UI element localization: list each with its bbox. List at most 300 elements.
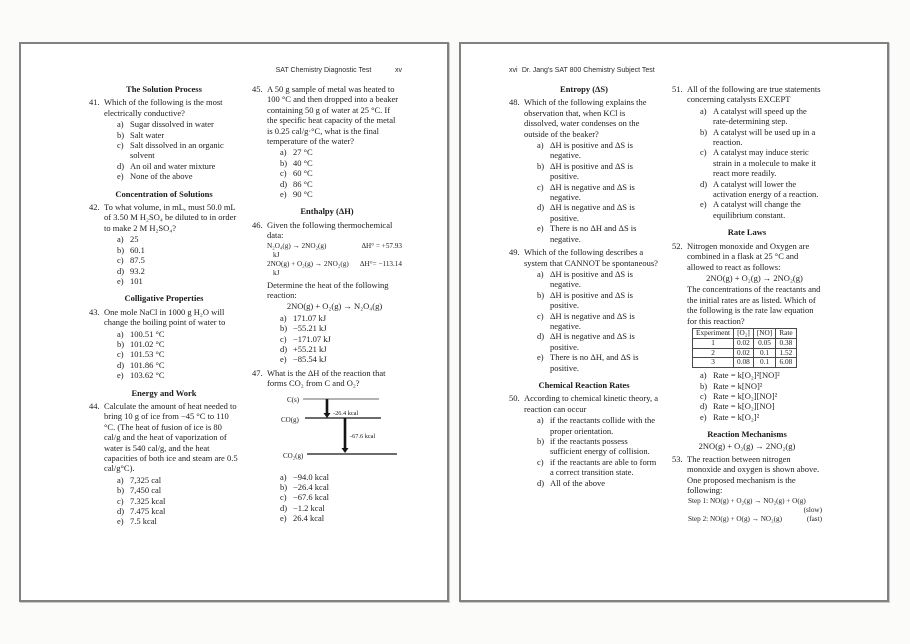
question-body xyxy=(267,220,402,365)
chemical-equation: 2NO(g) + O₂(g) → N₂O₄(g) xyxy=(286,301,383,312)
question-number: 43. xyxy=(89,306,100,317)
option-text: There is no ΔH, and ΔS is positive. xyxy=(550,352,639,373)
option-text: Sugar dissolved in water xyxy=(130,119,214,130)
answer-option-row xyxy=(537,140,659,161)
option-text: 7,450 cal xyxy=(130,485,162,496)
option-letter: d) xyxy=(537,331,545,342)
answer-option-row xyxy=(117,496,239,506)
column-1 xyxy=(89,84,239,527)
option-letter: b) xyxy=(537,289,545,300)
option-text: Rate = k[O₂][NO] xyxy=(713,401,775,412)
option-letter: a) xyxy=(280,147,287,158)
question-number: 46. xyxy=(252,219,263,230)
answer-options xyxy=(524,269,659,373)
answer-option-row xyxy=(117,516,239,526)
option-text: 7.475 kcal xyxy=(130,506,166,517)
diagram-label-reactant: C(s) xyxy=(287,395,300,404)
option-text: ΔH is negative and ΔS is positive. xyxy=(550,202,635,223)
header-spacer xyxy=(89,66,239,75)
option-letter: d) xyxy=(537,202,545,213)
question-block xyxy=(509,247,659,373)
table-cell: 0.08 xyxy=(734,358,754,368)
data-line xyxy=(688,515,822,524)
question-block xyxy=(89,401,239,527)
option-text: ΔH is negative and ΔS is positive. xyxy=(550,331,635,352)
option-letter: b) xyxy=(117,129,125,140)
option-letter: a) xyxy=(117,119,124,130)
option-letter: e) xyxy=(537,223,544,234)
table-cell: 0.1 xyxy=(753,348,775,358)
equation-text: Step 1: NO(g) + O₂(g) → NO₂(g) + O(g) xyxy=(688,496,806,505)
option-letter: b) xyxy=(280,323,288,334)
page-right xyxy=(459,42,889,602)
page-left xyxy=(19,42,449,602)
table-header-cell: [O₂] xyxy=(734,328,754,338)
question-block xyxy=(672,454,822,524)
diagram-arrow2-value: -67.6 kcal xyxy=(350,432,376,440)
option-letter: b) xyxy=(280,157,288,168)
section-heading: Colligative Properties xyxy=(124,293,204,304)
option-text: 101.02 °C xyxy=(130,338,165,349)
option-letter: e) xyxy=(117,370,124,381)
answer-option-row xyxy=(117,255,239,265)
table-cell: 0.38 xyxy=(776,338,796,348)
answer-options xyxy=(267,147,402,199)
option-letter: c) xyxy=(280,168,287,179)
option-letter: e) xyxy=(280,189,287,200)
option-letter: b) xyxy=(537,160,545,171)
rate-data-table xyxy=(692,328,797,368)
answer-option-row xyxy=(537,161,659,182)
option-letter: e) xyxy=(700,411,707,422)
question-body xyxy=(524,97,659,244)
option-text: if the reactants possess sufficient energy of collision. xyxy=(550,436,650,457)
answer-option-row xyxy=(117,119,239,129)
section-heading: Enthalpy (ΔH) xyxy=(300,206,354,217)
question-block xyxy=(672,241,822,422)
page-header-left xyxy=(21,66,447,75)
option-letter: c) xyxy=(700,147,707,158)
energy-level-diagram xyxy=(279,391,429,471)
option-text: 40 °C xyxy=(293,157,313,168)
question-number: 50. xyxy=(509,393,520,404)
question-block xyxy=(89,307,239,381)
answer-option-row xyxy=(280,354,402,364)
option-text: A catalyst will speed up the rate-determining step. xyxy=(713,105,807,127)
option-letter: c) xyxy=(280,333,287,344)
answer-option-row xyxy=(537,182,659,203)
question-text: Determine the heat of the following reaction: xyxy=(267,279,389,300)
answer-option-row xyxy=(700,179,822,200)
question-body xyxy=(687,454,822,524)
answer-options xyxy=(687,370,822,422)
table-cell: 0.02 xyxy=(734,338,754,348)
answer-option-row xyxy=(117,266,239,276)
table-cell: 0.05 xyxy=(753,338,775,348)
option-text: ΔH is positive and ΔS is positive. xyxy=(550,160,633,182)
answer-option-row xyxy=(700,401,822,411)
question-text: Nitrogen monoxide and Oxygen are combined in a flask at 25 °C and allowed to react as follows: xyxy=(687,240,810,272)
option-letter: e) xyxy=(117,275,124,286)
option-letter: a) xyxy=(700,370,707,381)
table-header-cell: Rate xyxy=(776,328,796,338)
option-letter: e) xyxy=(117,516,124,527)
data-line xyxy=(688,497,822,506)
section-heading: Reaction Mechanisms xyxy=(707,429,787,440)
option-letter: a) xyxy=(280,471,287,482)
option-text: 25 xyxy=(130,234,139,245)
diagram-label-product: CO₂(g) xyxy=(283,451,304,460)
answer-option-row xyxy=(537,352,659,373)
option-letter: b) xyxy=(700,126,708,137)
option-text: −67.6 kcal xyxy=(293,492,329,503)
answer-option-row xyxy=(117,506,239,516)
answer-option-row xyxy=(280,323,402,333)
question-text: A 50 g sample of metal was heated to 100 °C and then dropped into a beaker containing 50 g of water at 25 °C. If the specific heat capacity of the metal is 0.25 cal/g·°C, what is the final temperature of the water? xyxy=(267,84,399,147)
value-text: ΔH° = +57.93 xyxy=(361,241,402,250)
answer-option-row xyxy=(700,370,822,380)
question-text: The concentrations of the reactants and the initial rates are as listed. Which of the following is the rate law equation for this reaction? xyxy=(687,284,821,326)
option-letter: d) xyxy=(117,265,125,276)
question-text: One mole NaCl in 1000 g H₂O will change the boiling point of water to xyxy=(104,306,226,328)
answer-option-row xyxy=(280,313,402,323)
option-letter: e) xyxy=(537,352,544,363)
option-letter: d) xyxy=(280,178,288,189)
question-text: The reaction between nitrogen monoxide and oxygen is shown above. One proposed mechanism is the following: xyxy=(687,453,820,496)
question-number: 49. xyxy=(509,247,520,258)
running-title: Dr. Jang's SAT 800 Chemistry Subject Test xyxy=(521,67,655,74)
page-columns xyxy=(461,84,887,524)
option-letter: d) xyxy=(700,401,708,412)
option-letter: c) xyxy=(280,492,287,503)
table-header-row xyxy=(693,328,797,338)
option-letter: b) xyxy=(117,244,125,255)
answer-option-row xyxy=(280,344,402,354)
question-block xyxy=(252,220,402,365)
question-text: All of the following are true statements concerning catalysts EXCEPT xyxy=(687,84,821,105)
question-body xyxy=(687,241,822,422)
option-text: ΔH is positive and ΔS is negative. xyxy=(550,268,633,290)
option-text: A catalyst will lower the activation energy of a reaction. xyxy=(713,178,819,200)
answer-option-row xyxy=(117,360,239,370)
answer-option-row xyxy=(537,436,659,457)
value-text: (fast) xyxy=(806,515,822,523)
option-text: 27 °C xyxy=(293,147,313,158)
option-text: 171.07 kJ xyxy=(293,312,327,323)
option-letter: d) xyxy=(117,160,125,171)
question-body xyxy=(524,247,659,373)
option-letter: a) xyxy=(537,268,544,279)
answer-options xyxy=(267,472,402,524)
column-2 xyxy=(252,84,402,524)
answer-option-row xyxy=(280,168,402,178)
option-text: ΔH is positive and ΔS is negative. xyxy=(550,140,633,161)
question-body xyxy=(104,401,239,527)
answer-option-row xyxy=(537,269,659,290)
option-letter: a) xyxy=(537,415,544,426)
question-body xyxy=(524,393,659,488)
option-text: 7.325 kcal xyxy=(130,495,166,506)
answer-option-row xyxy=(280,513,402,523)
option-text: −1.2 kcal xyxy=(293,502,325,513)
question-block xyxy=(672,84,822,220)
option-text: An oil and water mixture xyxy=(130,160,216,171)
option-text: Rate = k[O₂]² xyxy=(713,411,760,422)
answer-option-row xyxy=(280,503,402,513)
chemical-equation: 2NO(g) + O₂(g) → 2NO₂(g) xyxy=(698,440,796,451)
option-text: 101.86 °C xyxy=(130,359,165,370)
option-text: A catalyst will change the equilibrium constant. xyxy=(713,199,801,220)
option-text: −171.07 kJ xyxy=(293,333,331,344)
answer-options xyxy=(104,329,239,381)
thermochemical-data xyxy=(267,242,402,279)
option-text: A catalyst may induce steric strain in a molecule to make it react more readily. xyxy=(713,147,816,179)
option-letter: b) xyxy=(117,485,125,496)
option-text: Rate = k[O₂][NO]² xyxy=(713,390,778,401)
equation-text: Step 2: NO(g) + O(g) → NO₂(g) xyxy=(688,515,782,523)
option-text: ΔH is positive and ΔS is positive. xyxy=(550,289,633,311)
question-block xyxy=(509,393,659,488)
answer-options xyxy=(104,475,239,527)
question-number: 51. xyxy=(672,84,683,94)
option-text: None of the above xyxy=(130,171,193,182)
data-line xyxy=(688,506,822,515)
option-letter: c) xyxy=(537,181,544,192)
question-number: 53. xyxy=(672,453,683,464)
answer-option-row xyxy=(537,290,659,311)
answer-option-row xyxy=(117,234,239,244)
answer-option-row xyxy=(117,339,239,349)
table-cell: 3 xyxy=(693,358,734,368)
answer-option-row xyxy=(117,171,239,181)
option-text: All of the above xyxy=(550,477,605,488)
option-text: −85.54 kJ xyxy=(293,354,327,365)
option-text: 101.53 °C xyxy=(130,349,165,360)
question-body xyxy=(267,368,402,524)
question-number: 52. xyxy=(672,240,683,251)
answer-options xyxy=(524,140,659,244)
table-cell: 2 xyxy=(693,348,734,358)
answer-option-row xyxy=(117,370,239,380)
question-body xyxy=(687,84,822,220)
question-text: Which of the following explains the observation that, when KCl is dissolved, water condenses on the outside of the beaker? xyxy=(524,97,647,139)
answer-option-row xyxy=(117,130,239,140)
option-text: if the reactants collide with the proper orientation. xyxy=(550,415,656,436)
answer-options xyxy=(687,106,822,220)
section-heading: Chemical Reaction Rates xyxy=(538,379,630,390)
answer-option-row xyxy=(537,457,659,478)
value-text: (slow) xyxy=(803,505,822,514)
page-number: xv xyxy=(395,67,402,74)
option-text: There is no ΔH and ΔS is negative. xyxy=(550,223,637,244)
option-letter: b) xyxy=(280,481,288,492)
answer-option-row xyxy=(117,349,239,359)
section-heading: Rate Laws xyxy=(727,227,767,238)
option-text: ΔH is negative and ΔS is negative. xyxy=(550,181,635,203)
answer-option-row xyxy=(280,482,402,492)
data-line xyxy=(267,260,402,269)
option-letter: e) xyxy=(280,354,287,365)
page-header-right xyxy=(461,66,887,75)
question-body xyxy=(267,84,402,199)
option-text: −55.21 kJ xyxy=(293,323,327,334)
answer-option-row xyxy=(117,245,239,255)
question-body xyxy=(104,202,239,286)
question-block xyxy=(89,202,239,286)
answer-option-row xyxy=(537,478,659,488)
option-text: 26.4 kcal xyxy=(293,513,325,524)
option-text: −26.4 kcal xyxy=(293,481,329,492)
chemical-equation: 2NO(g) + O₂(g) → 2NO₂(g) xyxy=(706,272,803,283)
option-letter: a) xyxy=(117,328,124,339)
option-text: 60 °C xyxy=(293,168,313,179)
table-cell: 6.08 xyxy=(776,358,796,368)
equation-text: N₂O₄(g) → 2NO₂(g) xyxy=(267,241,327,250)
question-number: 42. xyxy=(89,202,100,213)
question-text: What is the ΔH of the reaction that forms CO₂ from C and O₂? xyxy=(267,367,386,389)
option-text: −94.0 kcal xyxy=(293,471,329,482)
data-line xyxy=(267,269,402,278)
table-header-cell: Experiment xyxy=(693,328,734,338)
option-letter: c) xyxy=(117,140,124,151)
option-text: Salt dissolved in an organic solvent xyxy=(130,140,224,161)
column-2 xyxy=(672,84,822,524)
option-letter: c) xyxy=(117,255,124,266)
option-text: Rate = k[O₂]²[NO]² xyxy=(713,370,780,381)
option-text: 100.51 °C xyxy=(130,328,165,339)
answer-option-row xyxy=(117,475,239,485)
option-letter: a) xyxy=(117,234,124,245)
answer-options xyxy=(104,119,239,181)
option-letter: c) xyxy=(537,456,544,467)
value-text: ΔH°= −113.14 xyxy=(359,260,402,269)
option-letter: e) xyxy=(280,513,287,524)
equation-text: 2NO(g) + O₂(g) → 2NO₂(g) xyxy=(267,260,349,269)
header-cell xyxy=(509,66,659,75)
answer-option-row xyxy=(700,381,822,391)
option-letter: d) xyxy=(537,477,545,488)
option-text: ΔH is negative and ΔS is negative. xyxy=(550,310,635,331)
answer-option-row xyxy=(700,127,822,148)
question-text: To what volume, in mL, must 50.0 mL of 3.50 M H₂SO₄ be diluted to in order to make 2 M H₂SO₄? xyxy=(104,202,237,233)
question-number: 45. xyxy=(252,84,263,94)
answer-option-row xyxy=(700,391,822,401)
data-line xyxy=(267,251,402,260)
answer-option-row xyxy=(280,158,402,168)
answer-option-row xyxy=(280,334,402,344)
option-text: 7,325 cal xyxy=(130,474,162,485)
answer-option-row xyxy=(280,492,402,502)
question-body xyxy=(104,97,239,181)
option-text: 90 °C xyxy=(293,189,313,200)
section-heading: Energy and Work xyxy=(131,387,197,398)
option-text: 101 xyxy=(130,275,143,286)
option-letter: c) xyxy=(117,349,124,360)
option-letter: c) xyxy=(537,310,544,321)
option-text: 86 °C xyxy=(293,178,313,189)
answer-option-row xyxy=(700,106,822,127)
option-letter: d) xyxy=(117,506,125,517)
question-text: Given the following thermochemical data: xyxy=(267,219,393,241)
page-columns xyxy=(21,84,447,527)
question-block xyxy=(252,84,402,199)
equation-text: kJ xyxy=(273,269,280,278)
question-number: 47. xyxy=(252,367,263,378)
option-text: 103.62 °C xyxy=(130,370,165,381)
option-letter: b) xyxy=(537,436,545,446)
question-block xyxy=(89,97,239,181)
table-header-cell: [NO] xyxy=(753,328,775,338)
diagram-label-intermediate: CO(g) xyxy=(281,415,299,424)
answer-option-row xyxy=(280,189,402,199)
option-text: +55.21 kJ xyxy=(293,343,327,354)
answer-option-row xyxy=(700,412,822,422)
option-text: 93.2 xyxy=(130,265,145,276)
answer-option-row xyxy=(537,311,659,332)
table-cell: 1.52 xyxy=(776,348,796,358)
option-letter: a) xyxy=(700,105,707,116)
answer-option-row xyxy=(537,331,659,352)
table-cell: 1 xyxy=(693,338,734,348)
option-letter: a) xyxy=(280,312,287,323)
option-letter: a) xyxy=(537,140,544,151)
question-block xyxy=(252,368,402,524)
option-text: 7.5 kcal xyxy=(130,516,157,527)
question-text: Which of the following is the most electrically conductive? xyxy=(104,97,223,118)
equation-text: kJ xyxy=(273,250,280,259)
answer-option-row xyxy=(117,329,239,339)
question-block xyxy=(509,97,659,244)
answer-option-row xyxy=(280,147,402,157)
answer-option-row xyxy=(280,472,402,482)
option-text: Rate = k[NO]² xyxy=(713,380,763,391)
table-cell: 0.02 xyxy=(734,348,754,358)
question-number: 48. xyxy=(509,97,520,108)
option-letter: e) xyxy=(700,199,707,210)
page-number: xvi xyxy=(509,67,518,74)
option-letter: d) xyxy=(280,343,288,354)
question-text: According to chemical kinetic theory, a reaction can occur xyxy=(524,393,658,414)
header-spacer xyxy=(672,66,822,75)
answer-options xyxy=(524,415,659,488)
answer-options xyxy=(267,313,402,365)
answer-option-row xyxy=(117,140,239,161)
section-heading: Entropy (ΔS) xyxy=(560,84,608,94)
diagram-arrow1-value: -26.4 kcal xyxy=(333,409,359,417)
option-letter: d) xyxy=(280,502,288,513)
option-letter: d) xyxy=(700,178,708,189)
table-cell: 0.1 xyxy=(753,358,775,368)
option-letter: d) xyxy=(117,359,125,370)
section-heading: The Solution Process xyxy=(126,84,202,94)
answer-option-row xyxy=(537,415,659,436)
mechanism-steps xyxy=(688,497,822,525)
option-text: 60.1 xyxy=(130,244,145,255)
header-cell xyxy=(252,66,402,75)
answer-option-row xyxy=(117,161,239,171)
answer-option-row xyxy=(537,223,659,244)
option-letter: a) xyxy=(117,474,124,485)
answer-option-row xyxy=(117,485,239,495)
table-row xyxy=(693,338,797,348)
option-text: Salt water xyxy=(130,129,165,140)
option-letter: c) xyxy=(117,495,124,506)
column-1 xyxy=(509,84,659,488)
table-row xyxy=(693,358,797,368)
answer-options xyxy=(104,234,239,286)
question-text: Which of the following describes a system that CANNOT be spontaneous? xyxy=(524,247,658,268)
option-letter: b) xyxy=(117,338,125,349)
